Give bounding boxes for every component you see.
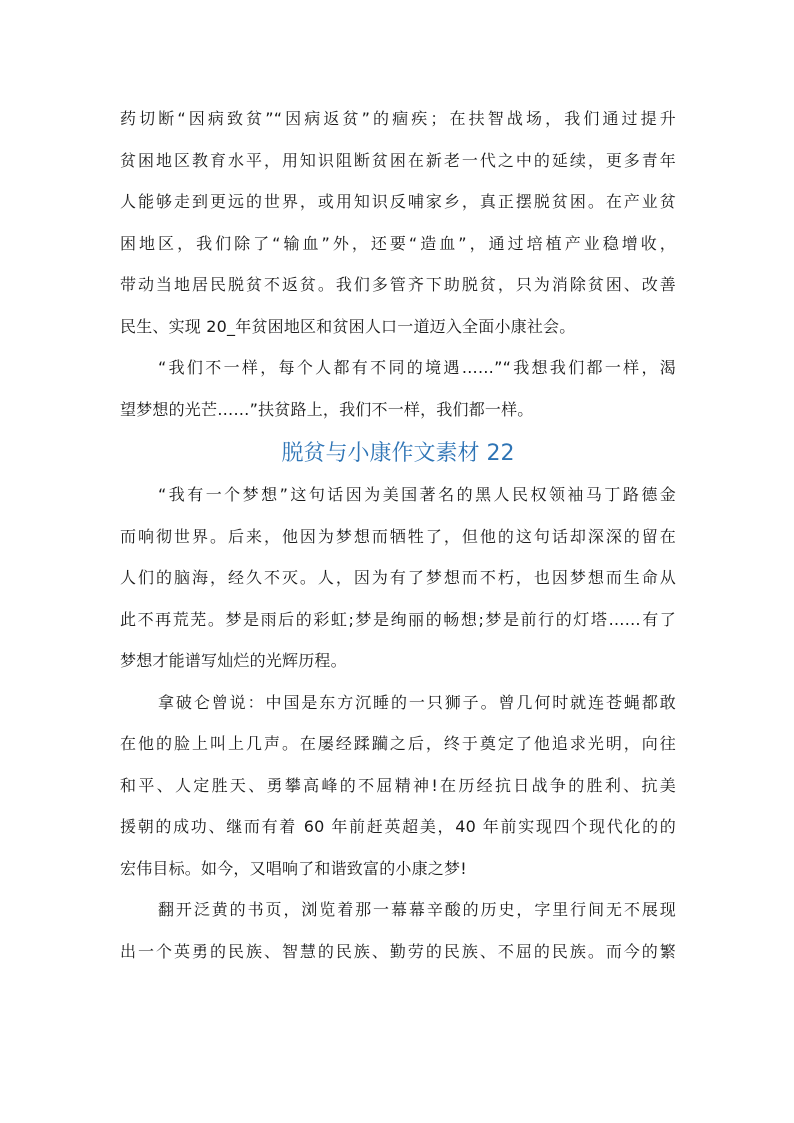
paragraph-line: 宏伟目标。如今，又唱响了和谐致富的小康之梦!: [120, 858, 467, 878]
paragraph-line: 带动当地居民脱贫不返贫。我们多管齐下助脱贫，只为消除贫困、改善: [120, 275, 676, 294]
paragraph-2: [120, 347, 676, 430]
paragraph-line: 困地区，我们除了“输血”外，还要“造血”，通过培植产业稳增收，: [120, 233, 676, 253]
paragraph-line: 而响彻世界。后来，他因为梦想而牺牲了，但他的这句话却深深的留在: [120, 526, 676, 546]
paragraph-line: “我有一个梦想”这句话因为美国著名的黑人民权领袖马丁路德金: [158, 485, 676, 504]
paragraph-line: “我们不一样，每个人都有不同的境遇……”“我想我们都一样，渴: [158, 358, 676, 377]
paragraph-line: 翻开泛黄的书页，浏览着那一幕幕辛酸的历史，字里行间无不展现: [158, 900, 676, 919]
document-page: [120, 98, 676, 972]
paragraph-line: 人们的脑海，经久不灭。人，因为有了梦想而不朽，也因梦想而生命从: [120, 568, 676, 587]
paragraph-line: 在他的脸上叫上几声。在屡经蹂躏之后，终于奠定了他追求光明，向往: [120, 734, 676, 753]
paragraph-line: 药切断“因病致贫”“因病返贫”的痼疾；在扶智战场，我们通过提升: [120, 109, 676, 128]
paragraph-line: 和平、人定胜天、勇攀高峰的不屈精神!在历经抗日战争的胜利、抗美: [120, 775, 676, 795]
paragraph-line: 出一个英勇的民族、智慧的民族、勤劳的民族、不屈的民族。而今的繁: [120, 941, 676, 961]
section-heading: 脱贫与小康作文素材 22: [281, 441, 515, 466]
paragraph-line: 拿破仑曾说：中国是东方沉睡的一只狮子。曾几何时就连苍蝇都敢: [158, 692, 676, 712]
paragraph-1: [120, 98, 676, 347]
paragraph-5: [120, 889, 676, 972]
paragraph-line: 民生、实现 20_年贫困地区和贫困人口一道迈入全面小康社会。: [120, 316, 576, 336]
paragraph-3: [120, 474, 676, 682]
paragraph-line: 此不再荒芜。梦是雨后的彩虹;梦是绚丽的畅想;梦是前行的灯塔……有了: [120, 609, 676, 629]
paragraph-line: 望梦想的光芒……”扶贫路上，我们不一样，我们都一样。: [120, 399, 534, 419]
paragraph-line: 贫困地区教育水平，用知识阻断贫困在新老一代之中的延续，更多青年: [120, 150, 676, 170]
paragraph-line: 援朝的成功、继而有着 60 年前赶英超美，40 年前实现四个现代化的的: [120, 817, 676, 836]
paragraph-4: [120, 682, 676, 890]
paragraph-line: 梦想才能谱写灿烂的光辉历程。: [120, 651, 347, 670]
paragraph-line: 人能够走到更远的世界，或用知识反哺家乡，真正摆脱贫困。在产业贫: [120, 192, 676, 211]
